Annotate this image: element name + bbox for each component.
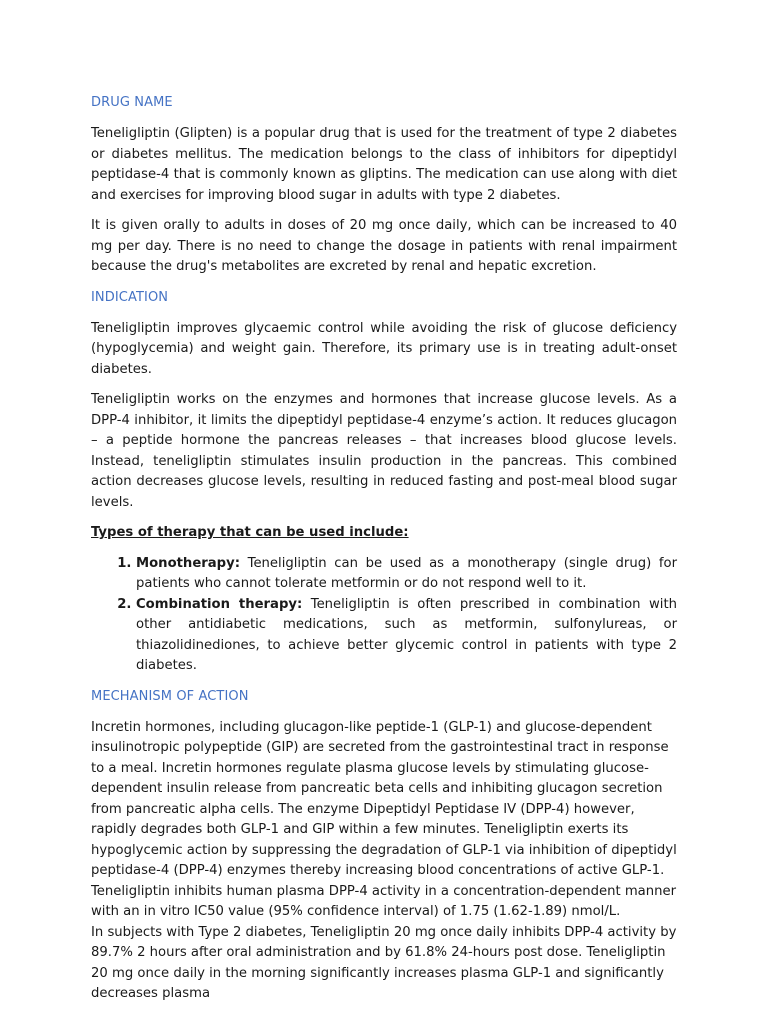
indication-paragraph-1: Teneligliptin improves glycaemic control while avoiding the risk of glucose deficiency (hypoglycemia) and weight gain. Therefore, its primary use is in treating adult-onset diabetes.: [91, 320, 677, 377]
mechanism-paragraph-1: Incretin hormones, including glucagon-like peptide-1 (GLP-1) and glucose-dependent insulinotropic polypeptide (GIP) are secreted from the gastrointestinal tract in response to a meal. Incretin hormones regulate plasma glucose levels by stimulating glucose-dependent insulin release from pancreatic beta cells and inhibiting glucagon secretion from pancreatic alpha cells. The enzyme Dipeptidyl Peptidase IV (DPP-4) however, rapidly degrades both GLP-1 and GIP within a few minutes. Teneligliptin exerts its hypoglycemic action by suppressing the degradation of GLP-1 via inhibition of dipeptidyl peptidase-4 (DPP-4) enzymes thereby increasing blood concentrations of active GLP-1. Teneligliptin inhibits human plasma DPP-4 activity in a concentration-dependent manner with an in vitro IC50 value (95% confidence interval) of 1.75 (1.62-1.89) nmol/L.: [91, 719, 677, 919]
drug-name-section: [91, 93, 677, 278]
indication-heading: INDICATION: [91, 289, 169, 305]
therapy-list-item: [136, 595, 677, 677]
therapy-list: [91, 554, 677, 677]
drug-name-paragraph-2: It is given orally to adults in doses of 20 mg once daily, which can be increased to 40 mg per day. There is no need to change the dosage in patients with renal impairment because the drug's metabolites are excreted by renal and hepatic excretion.: [91, 218, 677, 274]
indication-section: [91, 288, 677, 677]
drug-name-paragraph-1: Teneligliptin (Glipten) is a popular drug that is used for the treatment of type 2 diabetes or diabetes mellitus. The medication belongs to the class of inhibitors for dipeptidyl peptidase-4 that is commonly known as gliptins. The medication can use along with diet and exercises for improving blood sugar in adults with type 2 diabetes.: [91, 126, 677, 203]
therapy-description: Teneligliptin can be used as a monotherapy (single drug) for patients who cannot tolerate metformin or do not respond well to it.: [136, 555, 677, 591]
indication-paragraph-2: Teneligliptin works on the enzymes and hormones that increase glucose levels. As a DPP-4 inhibitor, it limits the dipeptidyl peptidase-4 enzyme’s action. It reduces glucagon – a peptide hormone the pancreas releases – that increases blood glucose levels. Instead, teneligliptin stimulates insulin production in the pancreas. This combined action decreases glucose levels, resulting in reduced fasting and post-meal blood sugar levels.: [91, 392, 677, 510]
drug-name-heading: DRUG NAME: [91, 95, 173, 110]
therapy-list-item: [136, 554, 677, 595]
therapy-term: Monotherapy:: [136, 555, 240, 571]
mechanism-paragraph-2: In subjects with Type 2 diabetes, Teneligliptin 20 mg once daily inhibits DPP-4 activity by 89.7% 2 hours after oral administration and by 61.8% 24-hours post dose. Teneligliptin 20 mg once daily in the morning significantly increases plasma GLP-1 and significantly decreases plasma: [91, 924, 677, 1001]
therapy-types-subheading: Types of therapy that can be used include:: [91, 525, 409, 540]
mechanism-section: [91, 687, 677, 1005]
therapy-description: Teneligliptin is often prescribed in combination with other antidiabetic medications, such as metformin, sulfonylureas, or thiazolidinediones, to achieve better glycemic control in patients with type 2 diabetes.: [136, 596, 677, 673]
mechanism-heading: MECHANISM OF ACTION: [91, 688, 249, 704]
therapy-term: Combination therapy:: [136, 596, 303, 612]
